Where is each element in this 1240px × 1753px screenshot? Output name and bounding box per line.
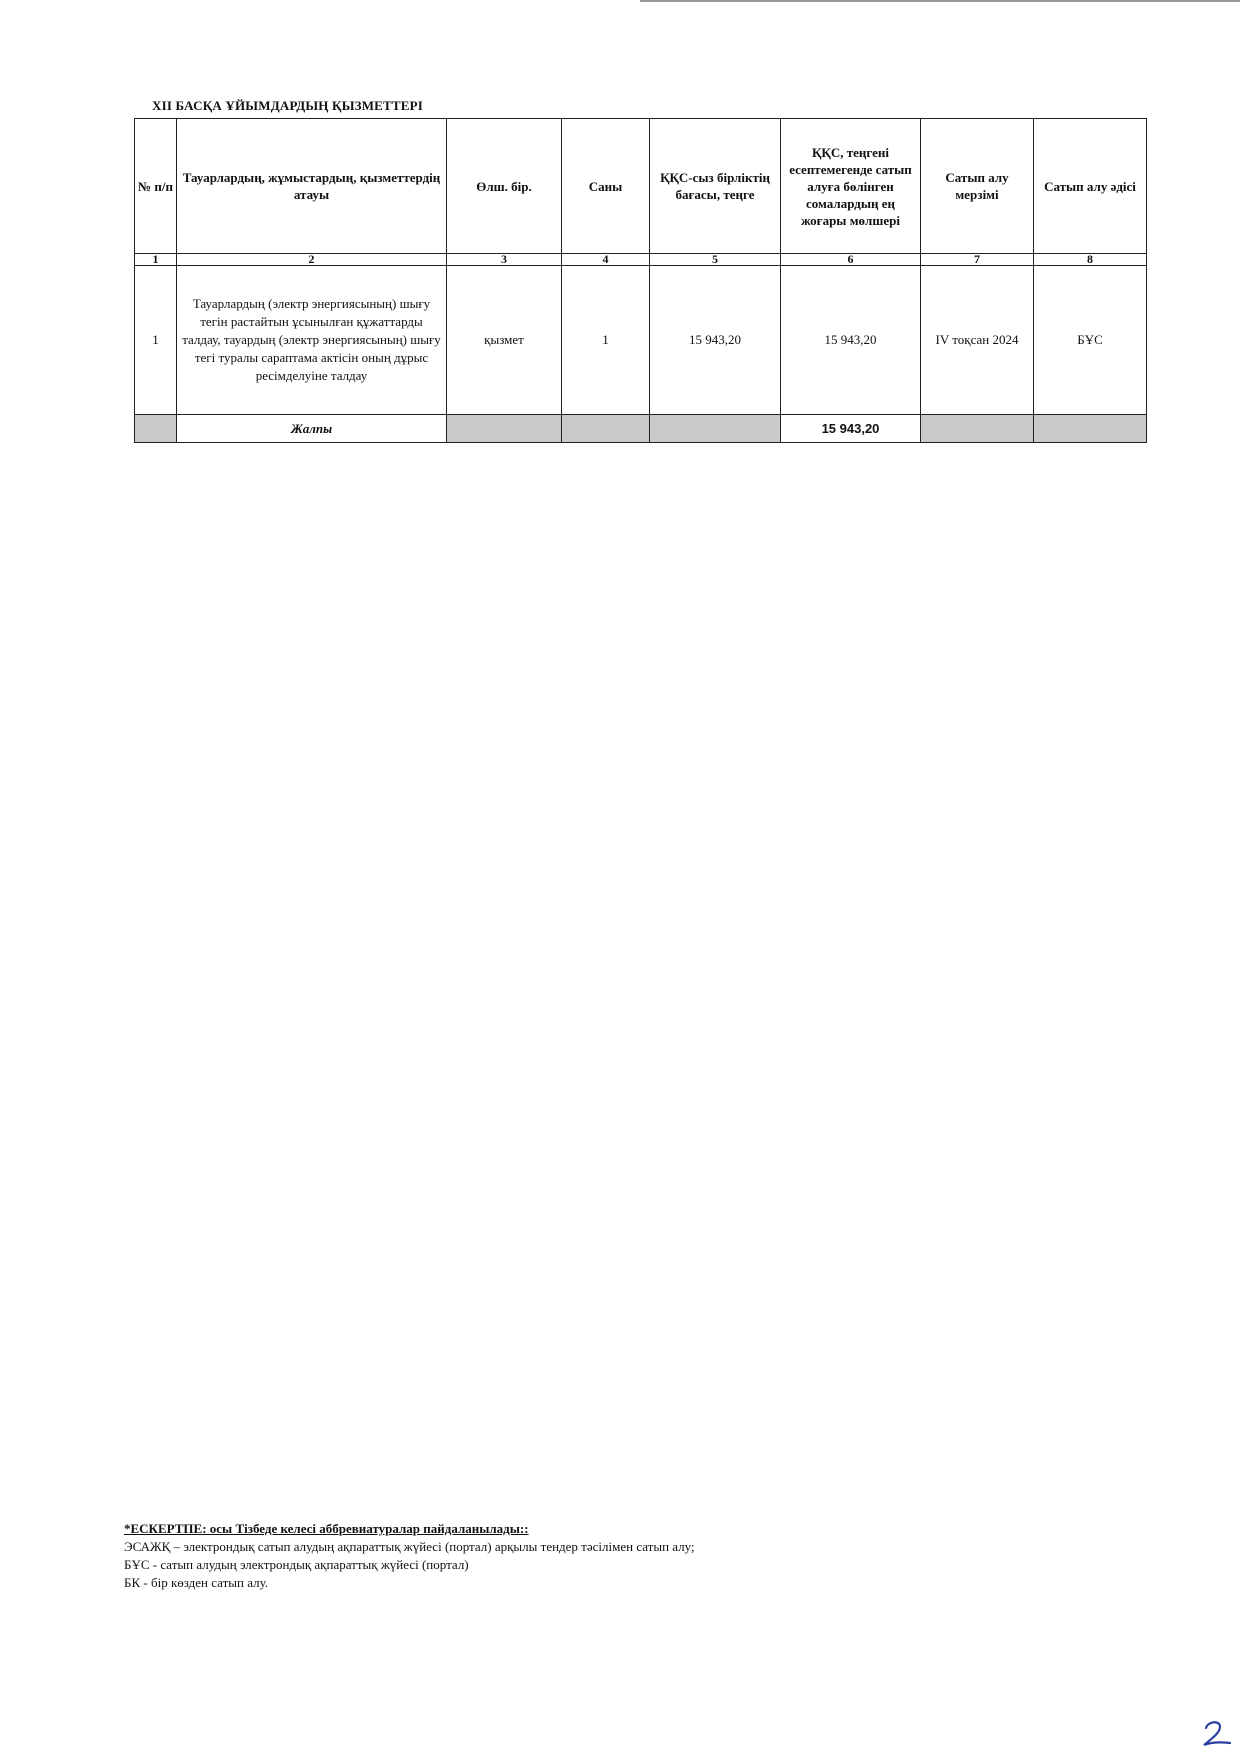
- total-shaded-cell: [135, 415, 177, 443]
- row-unit: қызмет: [447, 266, 562, 415]
- header-period: Сатып алу мерзімі: [921, 119, 1034, 254]
- table-row: [135, 266, 1147, 415]
- header-unit: Өлш. бір.: [447, 119, 562, 254]
- total-amount: 15 943,20: [781, 415, 921, 443]
- row-method: БҰС: [1034, 266, 1147, 415]
- row-max-amount: 15 943,20: [781, 266, 921, 415]
- abbreviation-note: [124, 1520, 695, 1592]
- row-quantity: 1: [562, 266, 650, 415]
- section-title: XII БАСҚА ҰЙЫМДАРДЫҢ ҚЫЗМЕТТЕРІ: [152, 98, 424, 113]
- column-number: 4: [562, 254, 650, 266]
- header-method: Сатып алу әдісі: [1034, 119, 1147, 254]
- header-name: Тауарлардың, жұмыстардың, қызметтердің атауы: [177, 119, 447, 254]
- note-line: ЭСАЖҚ – электрондық сатып алудың ақпараттық жүйесі (портал) арқылы тендер тәсілімен сатып алу;: [124, 1539, 695, 1554]
- column-number: 7: [921, 254, 1034, 266]
- note-title: *ЕСКЕРТПЕ: осы Тізбеде келесі аббревиатуралар пайдаланылады::: [124, 1521, 529, 1536]
- column-number-row: [135, 254, 1147, 266]
- header-number: № п/п: [135, 119, 177, 254]
- header-unit-price: ҚҚС-сыз бірліктің бағасы, теңге: [650, 119, 781, 254]
- note-line: БК - бір көзден сатып алу.: [124, 1575, 269, 1590]
- row-item-name: Тауарлардың (электр энергиясының) шығу тегін растайтын ұсынылған құжаттарды талдау, тауардың (электр энергиясының) шығу тегі туралы сараптама актісін оның дұрыс ресімделуіне талдау: [177, 266, 447, 415]
- row-number: 1: [135, 266, 177, 415]
- handwritten-page-mark: [1200, 1718, 1234, 1748]
- column-number: 8: [1034, 254, 1147, 266]
- column-number: 2: [177, 254, 447, 266]
- row-period: IV тоқсан 2024: [921, 266, 1034, 415]
- procurement-table: [134, 118, 1147, 443]
- total-shaded-cell: [562, 415, 650, 443]
- column-number: 5: [650, 254, 781, 266]
- total-shaded-cell: [921, 415, 1034, 443]
- table-header-row: [135, 119, 1147, 254]
- total-label: Жалпы: [177, 415, 447, 443]
- page-top-edge-line: [640, 0, 1240, 2]
- note-line: БҰС - сатып алудың электрондық ақпараттық жүйесі (портал): [124, 1557, 469, 1572]
- total-row: [135, 415, 1147, 443]
- total-shaded-cell: [1034, 415, 1147, 443]
- header-max-amount: ҚҚС, теңгені есептемегенде сатып алуға бөлінген сомалардың ең жоғары мөлшері: [781, 119, 921, 254]
- total-shaded-cell: [650, 415, 781, 443]
- column-number: 6: [781, 254, 921, 266]
- total-shaded-cell: [447, 415, 562, 443]
- column-number: 1: [135, 254, 177, 266]
- column-number: 3: [447, 254, 562, 266]
- row-unit-price: 15 943,20: [650, 266, 781, 415]
- header-quantity: Саны: [562, 119, 650, 254]
